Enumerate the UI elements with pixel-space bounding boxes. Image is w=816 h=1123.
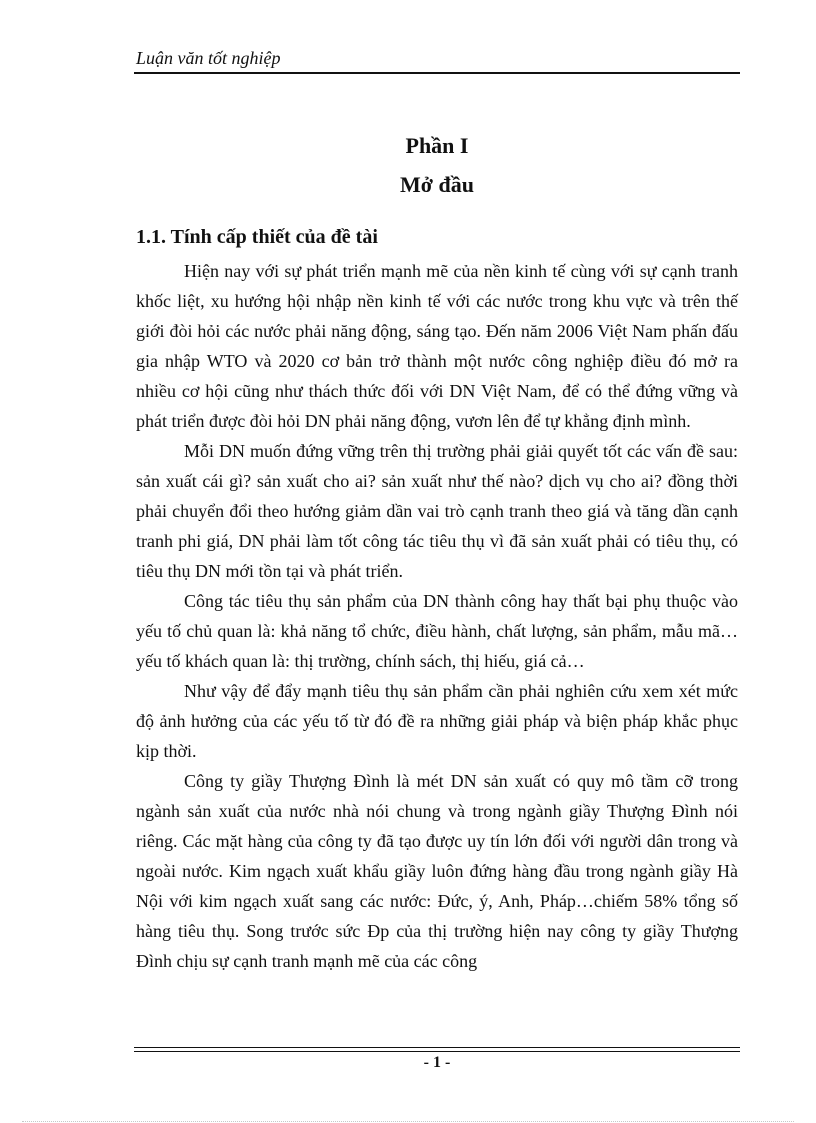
page-edge-divider [22, 1121, 794, 1122]
paragraph: Mỗi DN muốn đứng vững trên thị trường phải giải quyết tốt các vấn đề sau: sản xuất cái gì? sản xuất cho ai? sản xuất như thế nào? dịch vụ cho ai? đồng thời phải chuyển đổi theo hướng giảm dần vai trò cạnh tranh theo giá và tăng dần cạnh tranh phi giá, DN phải làm tốt công tác tiêu thụ vì đã sản xuất phải có tiêu thụ, có tiêu thụ DN mới tồn tại và phát triển. [136, 441, 738, 581]
paragraph: Hiện nay với sự phát triển mạnh mẽ của nền kinh tế cùng với sự cạnh tranh khốc liệt, xu hướng hội nhập nền kinh tế với các nước trong khu vực và trên thế giới đòi hỏi các nước phải năng động, sáng tạo. Đến năm 2006 Việt Nam phấn đấu gia nhập WTO và 2020 cơ bản trở thành một nước công nghiệp điều đó mở ra nhiều cơ hội cũng như thách thức đối với DN Việt Nam, để có thể đứng vững và phát triển được đòi hỏi DN phải năng động, vươn lên để tự khẳng định mình. [136, 261, 738, 431]
header-rule [134, 72, 740, 74]
section-heading: 1.1. Tính cấp thiết của đề tài [136, 226, 378, 248]
page-number: - 1 - [423, 1054, 451, 1071]
part-title: Mở đầu [400, 172, 474, 197]
body-text [136, 256, 738, 976]
running-header: Luận văn tốt nghiệp [136, 48, 281, 68]
paragraph: Công tác tiêu thụ sản phẩm của DN thành công hay thất bại phụ thuộc vào yếu tố chủ quan là: khả năng tổ chức, điều hành, chất lượng, sản phẩm, mẫu mã… yếu tố khách quan là: thị trường, chính sách, thị hiếu, giá cả… [136, 591, 738, 671]
footer-rule-bottom [134, 1051, 740, 1052]
paragraph: Như vậy để đẩy mạnh tiêu thụ sản phẩm cần phải nghiên cứu xem xét mức độ ảnh hưởng của các yếu tố từ đó đề ra những giải pháp và biện pháp khắc phục kịp thời. [136, 681, 738, 761]
footer-rule-top [134, 1047, 740, 1048]
part-label: Phần I [405, 133, 469, 158]
paragraph: Công ty giầy Thượng Đình là mét DN sản xuất có quy mô tầm cỡ trong ngành sản xuất của nước nhà nói chung và trong ngành giầy Thượng Đình nói riêng. Các mặt hàng của công ty đã tạo được uy tín lớn đối với người dân trong và ngoài nước. Kim ngạch xuất khẩu giầy luôn đứng hàng đầu trong ngành giầy Hà Nội với kim ngạch xuất sang các nước: Đức, ý, Anh, Pháp…chiếm 58% tổng số hàng tiêu thụ. Song trước sức Đp của thị trường hiện nay công ty giầy Thượng Đình chịu sự cạnh tranh mạnh mẽ của các công [136, 771, 738, 971]
